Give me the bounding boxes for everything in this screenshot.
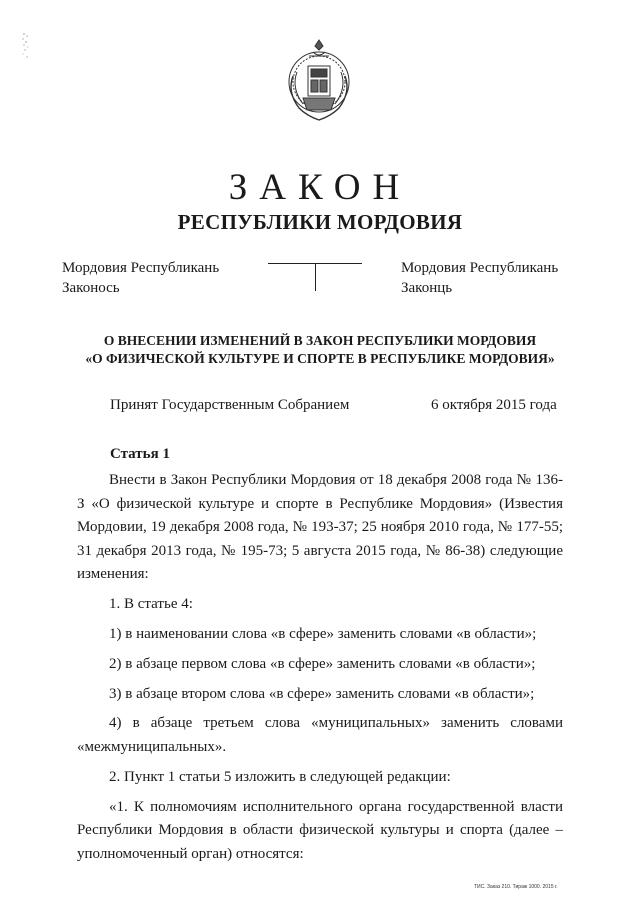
right-caption-line2: Законць xyxy=(401,280,453,296)
document-subtitle: РЕСПУБЛИКИ МОРДОВИЯ xyxy=(177,210,463,234)
article-paragraph-sub-2: 2) в абзаце первом слова «в сфере» заменить словами «в области»; xyxy=(109,655,536,672)
document-title: ЗАКОН xyxy=(228,167,412,208)
header-divider-vertical xyxy=(315,263,316,291)
article-paragraph-quote: «1. К полномочиям исполнительного органа государственной власти Республики Мордовия в области физической культуры и спорта (далее – уполномоченный орган) относятся: xyxy=(77,798,563,862)
left-caption-line1: Мордовия Республикань xyxy=(62,260,220,276)
law-heading-line2: «О ФИЗИЧЕСКОЙ КУЛЬТУРЕ И СПОРТЕ В РЕСПУБЛИКЕ МОРДОВИЯ» xyxy=(85,351,555,366)
article-paragraph-sub-1: 1) в наименовании слова «в сфере» заменить словами «в области»; xyxy=(109,625,537,642)
article-paragraph-sub-3: 3) в абзаце втором слова «в сфере» заменить словами «в области»; xyxy=(109,685,535,702)
article-paragraph-item-1: 1. В статье 4: xyxy=(109,595,193,612)
adopted-date: 6 октября 2015 года xyxy=(431,397,557,413)
article-paragraph-item-2: 2. Пункт 1 статьи 5 изложить в следующей редакции: xyxy=(109,768,451,785)
coat-of-arms-emblem-icon xyxy=(281,36,357,126)
law-heading-line1: О ВНЕСЕНИИ ИЗМЕНЕНИЙ В ЗАКОН РЕСПУБЛИКИ МОРДОВИЯ xyxy=(103,333,537,348)
moksha-caption-right xyxy=(401,258,558,298)
article-paragraph-sub-4: 4) в абзаце третьем слова «муниципальных» заменить словами «межмуниципальных». xyxy=(77,715,563,755)
adopted-label: Принят Государственным Собранием xyxy=(110,397,350,413)
print-info-footer: ТИС. Заказ 210. Тираж 1000. 2015 г. xyxy=(474,884,558,890)
left-caption-line2: Законось xyxy=(62,280,120,296)
article-title: Статья 1 xyxy=(110,446,170,462)
article-paragraph-intro: Внести в Закон Республики Мордовия от 18 декабря 2008 года № 136-З «О физической культуре и спорте в Республике Мордовия» (Известия Мордовии, 19 декабря 2008 года, № 193-37; 25 ноября 2010 года, № 177-55; 31 декабря 2013 года, № 195-73; 5 августа 2015 года, № 86-38) следующие изменения: xyxy=(77,472,563,582)
right-caption-line1: Мордовия Республикань xyxy=(401,260,559,276)
scan-noise-marks xyxy=(18,30,38,70)
article-body xyxy=(77,469,563,873)
erzya-caption-left xyxy=(62,258,219,298)
